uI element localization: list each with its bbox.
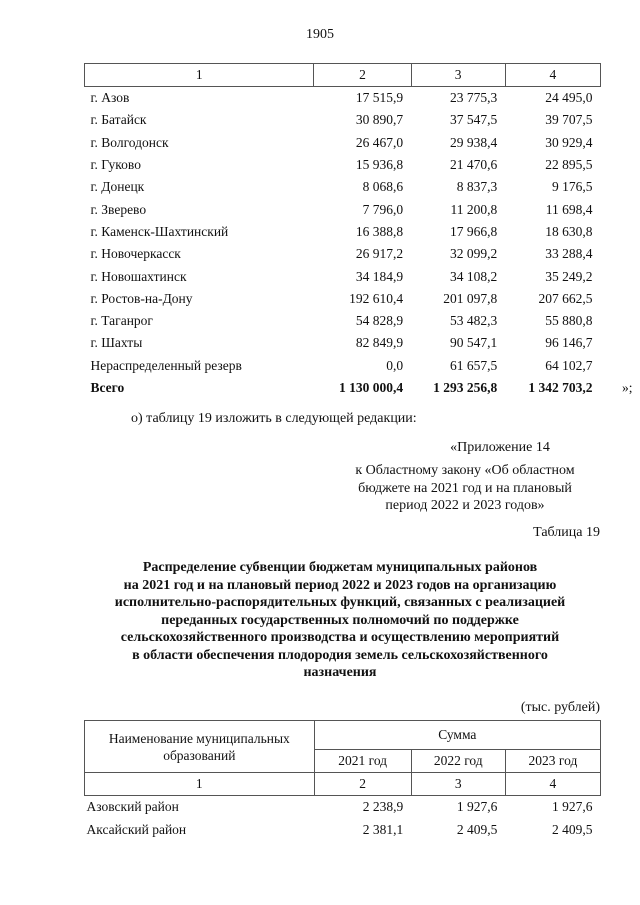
heading-line: назначения [303,665,377,680]
total-row [85,377,601,399]
value-2023: 11 698,4 [545,201,593,217]
column-number: 2 [314,773,411,796]
value-2022: 21 470,6 [450,157,498,173]
value-2021: 0,0 [386,357,404,373]
row-name: г. Каменск-Шахтинский [90,223,229,239]
value-2021: 15 936,8 [355,157,404,173]
table-row [85,198,601,220]
appendix-line: бюджете на 2021 год и на плановый [358,480,572,496]
row-name: г. Новошахтинск [90,268,187,284]
column-number: 2 [314,64,411,87]
table-label: Таблица 19 [533,525,600,540]
value-2021: 54 828,9 [355,313,404,329]
value-2023: 64 102,7 [545,357,593,373]
total-2023: 1 342 703,2 [528,380,593,395]
value-2021: 7 796,0 [362,201,404,217]
row-name: г. Зверево [90,201,147,217]
value-2023: 96 146,7 [545,335,593,351]
districts-table [84,720,601,841]
total-label: Всего [90,380,125,395]
column-number: 3 [411,773,505,796]
total-2023-cell [505,377,633,399]
value-2022: 17 966,8 [450,223,498,239]
value-2021: 16 388,8 [355,223,404,239]
value-2022: 201 097,8 [443,290,498,306]
value-2023: 2 409,5 [552,821,593,837]
row-name: г. Батайск [90,112,147,128]
row-name: г. Таганрог [90,313,153,329]
table-row [85,355,601,377]
row-name: Нераспределенный резерв [90,357,242,373]
value-2023: 39 707,5 [545,112,593,128]
value-2022: 34 108,2 [450,268,498,284]
closing-quote: »; [621,380,633,395]
appendix-title: «Приложение 14 [450,440,550,455]
value-2022: 2 409,5 [456,821,498,837]
value-2021: 192 610,4 [349,290,404,306]
row-name: г. Азов [90,90,130,106]
value-2022: 32 099,2 [450,246,498,262]
value-2021: 26 467,0 [355,134,404,150]
value-2023: 18 630,8 [545,223,593,239]
total-2022: 1 293 256,8 [433,380,498,395]
document-heading [60,559,620,682]
value-2021: 2 381,1 [362,821,404,837]
table-row [85,109,601,131]
value-2022: 29 938,4 [450,134,498,150]
table-row [85,243,601,265]
value-2021: 8 068,6 [362,179,404,195]
value-2023: 207 662,5 [538,290,593,306]
value-2022: 90 547,1 [450,335,498,351]
value-2021: 30 890,7 [355,112,404,128]
value-2022: 53 482,3 [450,313,498,329]
table-row [85,154,601,176]
value-2023: 1 927,6 [552,799,593,815]
row-name: г. Волгодонск [90,134,169,150]
heading-line: переданных государственных полномочий по поддержке [161,612,519,628]
table-row [85,132,601,154]
value-2023: 24 495,0 [545,90,593,106]
value-2021: 17 515,9 [355,90,404,106]
year-header: 2021 год [314,750,411,773]
table-row [85,288,601,310]
heading-line: Распределение субвенции бюджетам муниципальных районов [142,560,538,575]
column-number: 4 [505,773,600,796]
value-2023: 35 249,2 [545,268,593,284]
row-name: г. Гуково [90,157,141,173]
row-name: Аксайский район [86,821,187,837]
heading-line: на 2021 год и на плановый период 2022 и 2023 годов на организацию [123,577,557,593]
header-line: Наименование муниципальных [108,730,290,746]
page-number: 1905 [306,27,334,42]
row-name: г. Шахты [90,335,143,351]
cities-table [84,63,633,399]
value-2023: 30 929,4 [545,134,593,150]
table-row [85,819,601,842]
heading-line: сельскохозяйственного производства и осуществлению мероприятий [120,630,560,645]
row-name: г. Ростов-на-Дону [90,290,193,306]
value-2022: 8 837,3 [456,179,498,195]
value-2022: 23 775,3 [450,90,498,106]
value-2023: 55 880,8 [545,313,593,329]
value-2022: 61 657,5 [450,357,498,373]
column-number: 4 [505,64,600,87]
value-2023: 9 176,5 [552,179,593,195]
table-header-row [85,721,601,750]
appendix-subtitle [330,462,600,515]
value-2023: 22 895,5 [545,157,593,173]
amendment-text: о) таблицу 19 изложить в следующей редакции: [131,411,417,426]
name-column-header [85,721,315,773]
sum-column-header: Сумма [314,721,600,750]
year-header: 2023 год [505,750,600,773]
value-2021: 82 849,9 [355,335,404,351]
column-number: 1 [85,64,314,87]
total-2021: 1 130 000,4 [338,380,404,395]
row-name: г. Новочеркасск [90,246,181,262]
value-2022: 11 200,8 [450,201,498,217]
column-number: 3 [411,64,505,87]
value-2021: 34 184,9 [355,268,404,284]
value-2021: 26 917,2 [355,246,404,262]
table-row [85,87,601,110]
table-row [85,796,601,819]
table-row [85,265,601,287]
year-header: 2022 год [411,750,505,773]
row-name: Азовский район [86,799,179,815]
table-row [85,310,601,332]
row-name: г. Донецк [90,179,145,195]
header-line: образований [163,747,236,763]
unit-note: (тыс. рублей) [520,700,600,715]
value-2023: 33 288,4 [545,246,593,262]
table-row [85,221,601,243]
column-number: 1 [85,773,315,796]
appendix-line: период 2022 и 2023 годов» [385,498,545,513]
appendix-line: к Областному закону «Об областном [355,463,575,478]
table-row [85,176,601,198]
heading-line: в области обеспечения плодородия земель сельскохозяйственного [132,647,548,663]
value-2022: 37 547,5 [450,112,498,128]
table-header-row [85,773,601,796]
table-row [85,332,601,354]
value-2021: 2 238,9 [362,799,404,815]
value-2022: 1 927,6 [456,799,498,815]
table-header-row [85,64,601,87]
heading-line: исполнительно-распорядительных функций, связанных с реализацией [114,595,566,610]
